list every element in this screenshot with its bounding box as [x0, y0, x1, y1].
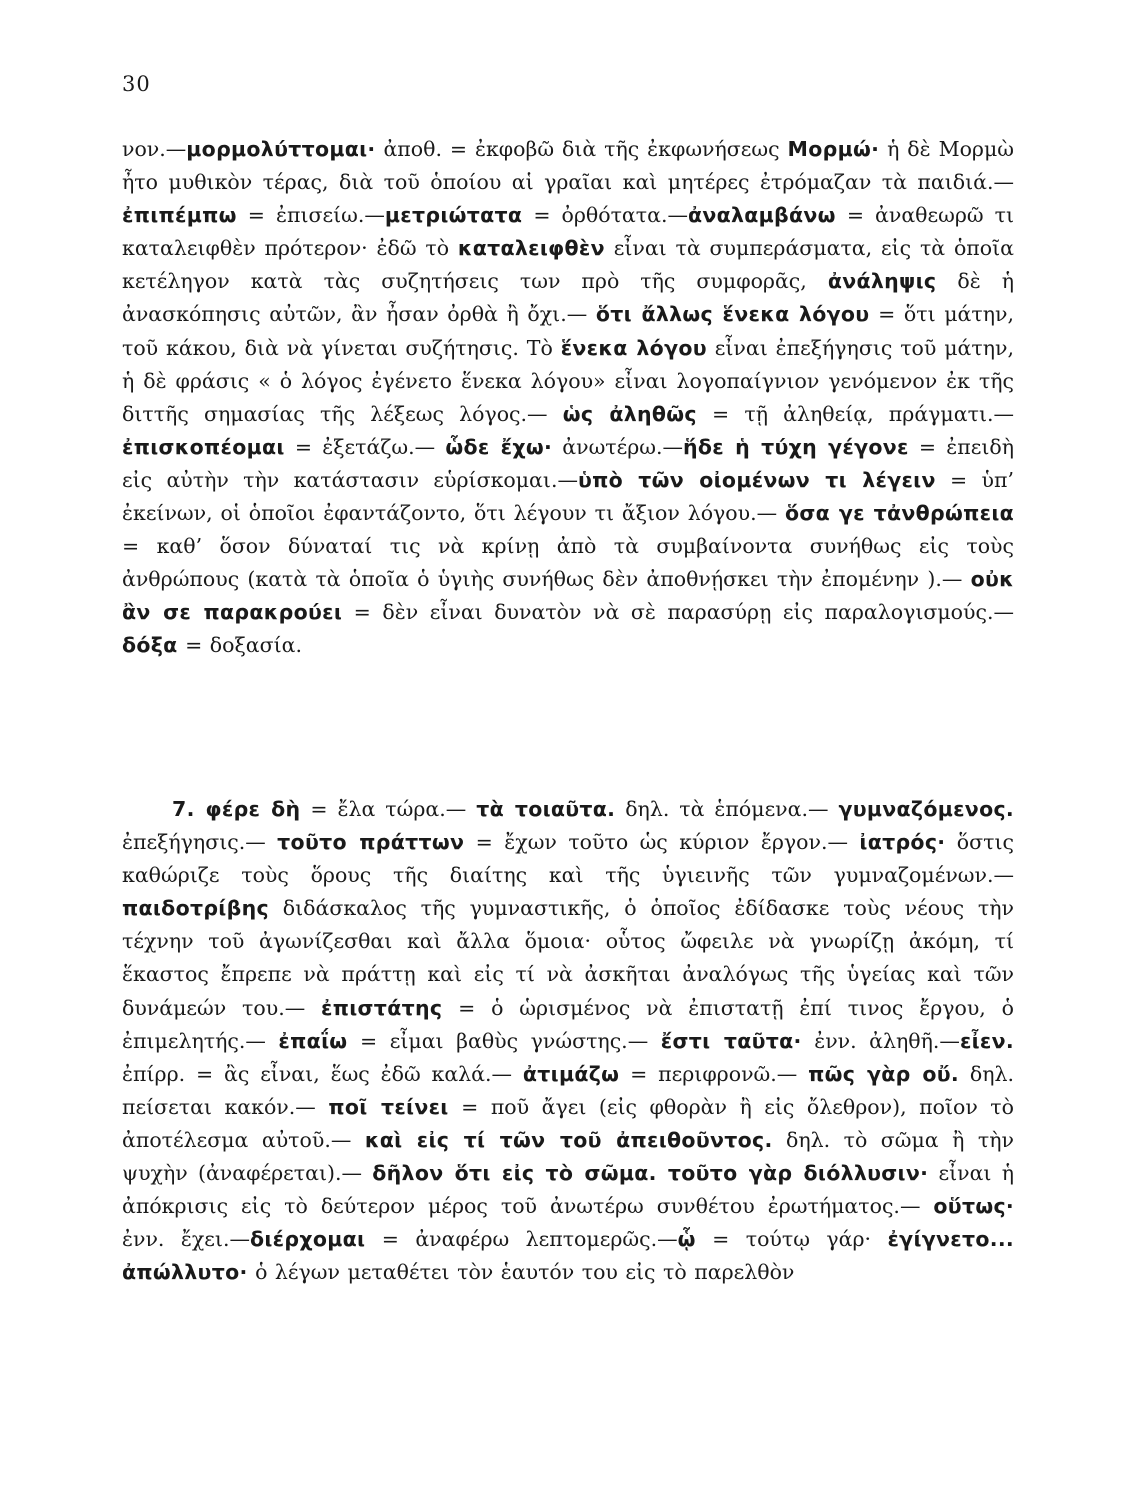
- text-segment: = ὅτι μάτην, τοῦ κάκου, διὰ νὰ γίνεται συζήτησις. Τὸ: [122, 302, 1014, 360]
- paragraph-glossary-1: [122, 133, 1014, 663]
- term: ὅσα γε τἀνθρώπεια: [785, 501, 1014, 526]
- text-segment: ἐνν. ἀληθῆ.—: [801, 1028, 960, 1053]
- term: παιδοτρίβης: [122, 896, 269, 921]
- text-segment: = καθ’ ὅσον δύναταί τις νὰ κρίνῃ ἀπὸ τὰ συμβαίνοντα συνήθως εἰς τοὺς ἀνθρώπους (κατὰ τὰ ὁποῖα ὁ ὑγιὴς συνήθως δὲν ἀποθνῄσκει τὴν ἐπομένην ).—: [122, 534, 1014, 592]
- text-segment: = δοξασία.: [177, 633, 302, 658]
- text-segment: = εἶμαι βαθὺς γνώστης.—: [347, 1028, 661, 1053]
- term: οὐκ ἂν σε παρακρούει: [122, 567, 1014, 625]
- text-segment: δηλ. τὰ ἑπόμενα.—: [615, 797, 839, 821]
- term: δῆλον ὅτι εἰς τὸ σῶμα. τοῦτο γὰρ διόλλυσιν·: [372, 1161, 929, 1186]
- term: ἥδε ἡ τύχη γέγονε: [683, 434, 909, 459]
- term: ἐγίγνετο... ἀπώλλυτο·: [122, 1227, 1014, 1285]
- term: ὧδε ἔχω·: [445, 434, 553, 459]
- text-segment: = δὲν εἶναι δυνατὸν νὰ σὲ παρασύρῃ εἰς παραλογισμούς.—: [342, 600, 1014, 625]
- term: μετριώτατα: [384, 203, 523, 228]
- term: ἐπιπέμπω: [122, 203, 237, 228]
- text-segment: = ὑπ’ ἐκείνων, οἱ ὁποῖοι ἐφαντάζοντο, ὅτι λέγουν τι ἄξιον λόγου.—: [122, 467, 1015, 526]
- term: ᾧ: [677, 1227, 696, 1252]
- term: τὰ τοιαῦτα.: [476, 797, 616, 821]
- term: ἐπισκοπέομαι: [122, 434, 285, 459]
- text-segment: εἶναι ἡ ἀπόκρισις εἰς τὸ δεύτερον μέρος τοῦ ἀνωτέρω συνθέτου ἐρωτήματος.—: [122, 1161, 1014, 1219]
- term: ἐπιστάτης: [321, 995, 443, 1020]
- term: οὕτως·: [933, 1194, 1014, 1219]
- term: τοῦτο πράττων: [277, 830, 465, 855]
- text-segment: εἶναι ἐπεξήγησις τοῦ μάτην, ἡ δὲ φράσις « ὁ λόγος ἐγένετο ἕνεκα λόγου» εἶναι λογοπαίγνιον γενόμενον ἐκ τῆς διττῆς σημασίας τῆς λέξεως λόγος.—: [122, 335, 1014, 426]
- text-segment: = τούτῳ γάρ·: [695, 1227, 888, 1252]
- text-segment: ἐνν. ἔχει.—: [122, 1227, 250, 1252]
- text-segment: δὲ ἡ ἀνασκόπησις αὐτῶν, ἂν ἦσαν ὀρθὰ ἢ ὄχι.—: [122, 269, 1014, 327]
- term: ἔστι ταῦτα·: [660, 1028, 802, 1053]
- term: καὶ εἰς τί τῶν τοῦ ἀπειθοῦντος.: [364, 1127, 773, 1152]
- term: ἐπαΐω: [278, 1028, 348, 1053]
- text-segment: ἀνωτέρω.—: [552, 434, 684, 459]
- term: ὅτι ἄλλως ἕνεκα λόγου: [595, 302, 870, 327]
- term: ἀτιμάζω: [522, 1061, 620, 1086]
- text-segment: = ἐπειδὴ εἰς αὐτὴν τὴν κατάστασιν εὑρίσκομαι.—: [122, 434, 1015, 492]
- term: ποῖ τείνει: [328, 1094, 449, 1119]
- term: εἶεν.: [959, 1028, 1014, 1053]
- text-segment: ὁ λέγων μεταθέτει τὸν ἑαυτόν του εἰς τὸ παρελθὸν: [247, 1260, 795, 1285]
- text-segment: νον.—: [122, 137, 187, 161]
- text-segment: = τῇ ἀληθείᾳ, πράγματι.—: [696, 401, 1014, 426]
- text-segment: ἐπεξήγησις.—: [122, 830, 278, 855]
- text-segment: = περιφρονῶ.—: [619, 1061, 809, 1086]
- term: ὡς ἀληθῶς: [562, 401, 697, 426]
- term: Μορμώ·: [787, 137, 880, 161]
- term: ἕνεκα λόγου: [560, 335, 707, 360]
- text-segment: ἀποθ. = ἐκφοβῶ διὰ τῆς ἐκφωνήσεως: [375, 137, 788, 161]
- text-segment: = ἀναθεωρῶ τι καταλειφθὲν πρότερον· ἐδῶ τὸ: [122, 203, 1015, 261]
- text-segment: = ὁ ὡρισμένος νὰ ἐπιστατῇ ἐπί τινος ἔργου, ὁ ἐπιμελητής.—: [122, 995, 1014, 1053]
- term: πῶς γὰρ οὔ.: [808, 1061, 959, 1086]
- term: ἀνάληψις: [827, 269, 937, 294]
- term: 7. φέρε δὴ: [172, 797, 301, 821]
- text-segment: εἶναι τὰ συμπεράσματα, εἰς τὰ ὁποῖα κετέληγον κατὰ τὰς συζητήσεις των πρὸ τῆς συμφορᾶς,: [122, 236, 1014, 294]
- text-segment: = ἐπισείω.—: [236, 203, 385, 228]
- term: διέρχομαι: [249, 1227, 366, 1252]
- term: ὑπὸ τῶν οἰομένων τι λέγειν: [577, 467, 936, 492]
- text-segment: διδάσκαλος τῆς γυμναστικῆς, ὁ ὁποῖος ἐδίδασκε τοὺς νέους τὴν τέχνην τοῦ ἀγωνίζεσθαι καὶ ἄλλα ὅμοια· οὗτος ὤφειλε νὰ γνωρίζῃ ἀκόμη, τί ἕκαστος ἔπρεπε νὰ πράττῃ καὶ εἰς τί νὰ ἀσκῆται ἀναλόγως τῆς ὑγείας καὶ τῶν δυνάμεών του.—: [122, 896, 1014, 1020]
- term: καταλειφθὲν: [457, 236, 605, 261]
- term: μορμολύττομαι·: [186, 137, 376, 161]
- page-number: 30: [122, 72, 151, 96]
- term: ἰατρός·: [859, 830, 946, 855]
- text-segment: δηλ. πείσεται κακόν.—: [122, 1061, 1014, 1119]
- term: γυμναζόμενος.: [838, 797, 1014, 821]
- text-segment: = ἔχων τοῦτο ὡς κύριον ἔργον.—: [464, 830, 860, 855]
- text-segment: = ἀναφέρω λεπτομερῶς.—: [365, 1227, 678, 1252]
- text-segment: ἡ δὲ Μορμὼ ἦτο μυθικὸν τέρας, διὰ τοῦ ὁποίου αἱ γραῖαι καὶ μητέρες ἐτρόμαζαν τὰ παιδιά.—: [122, 137, 1014, 195]
- text-segment: = ποῦ ἄγει (εἰς φθορὰν ἢ εἰς ὄλεθρον), ποῖον τὸ ἀποτέλεσμα αὐτοῦ.—: [122, 1094, 1014, 1152]
- text-segment: = ἐξετάζω.—: [284, 434, 446, 459]
- text-segment: δηλ. τὸ σῶμα ἢ τὴν ψυχὴν (ἀναφέρεται).—: [122, 1127, 1014, 1186]
- text-segment: ὅστις καθώριζε τοὺς ὅρους τῆς διαίτης καὶ τῆς ὑγιεινῆς τῶν γυμναζομένων.—: [122, 830, 1014, 888]
- paragraph-section-7: [122, 793, 1014, 1289]
- text-segment: = ὀρθότατα.—: [522, 203, 688, 228]
- text-segment: ἐπίρρ. = ἂς εἶναι, ἕως ἐδῶ καλά.—: [122, 1061, 523, 1086]
- text-segment: = ἔλα τώρα.—: [300, 797, 477, 821]
- term: ἀναλαμβάνω: [687, 203, 836, 228]
- term: δόξα: [122, 633, 178, 658]
